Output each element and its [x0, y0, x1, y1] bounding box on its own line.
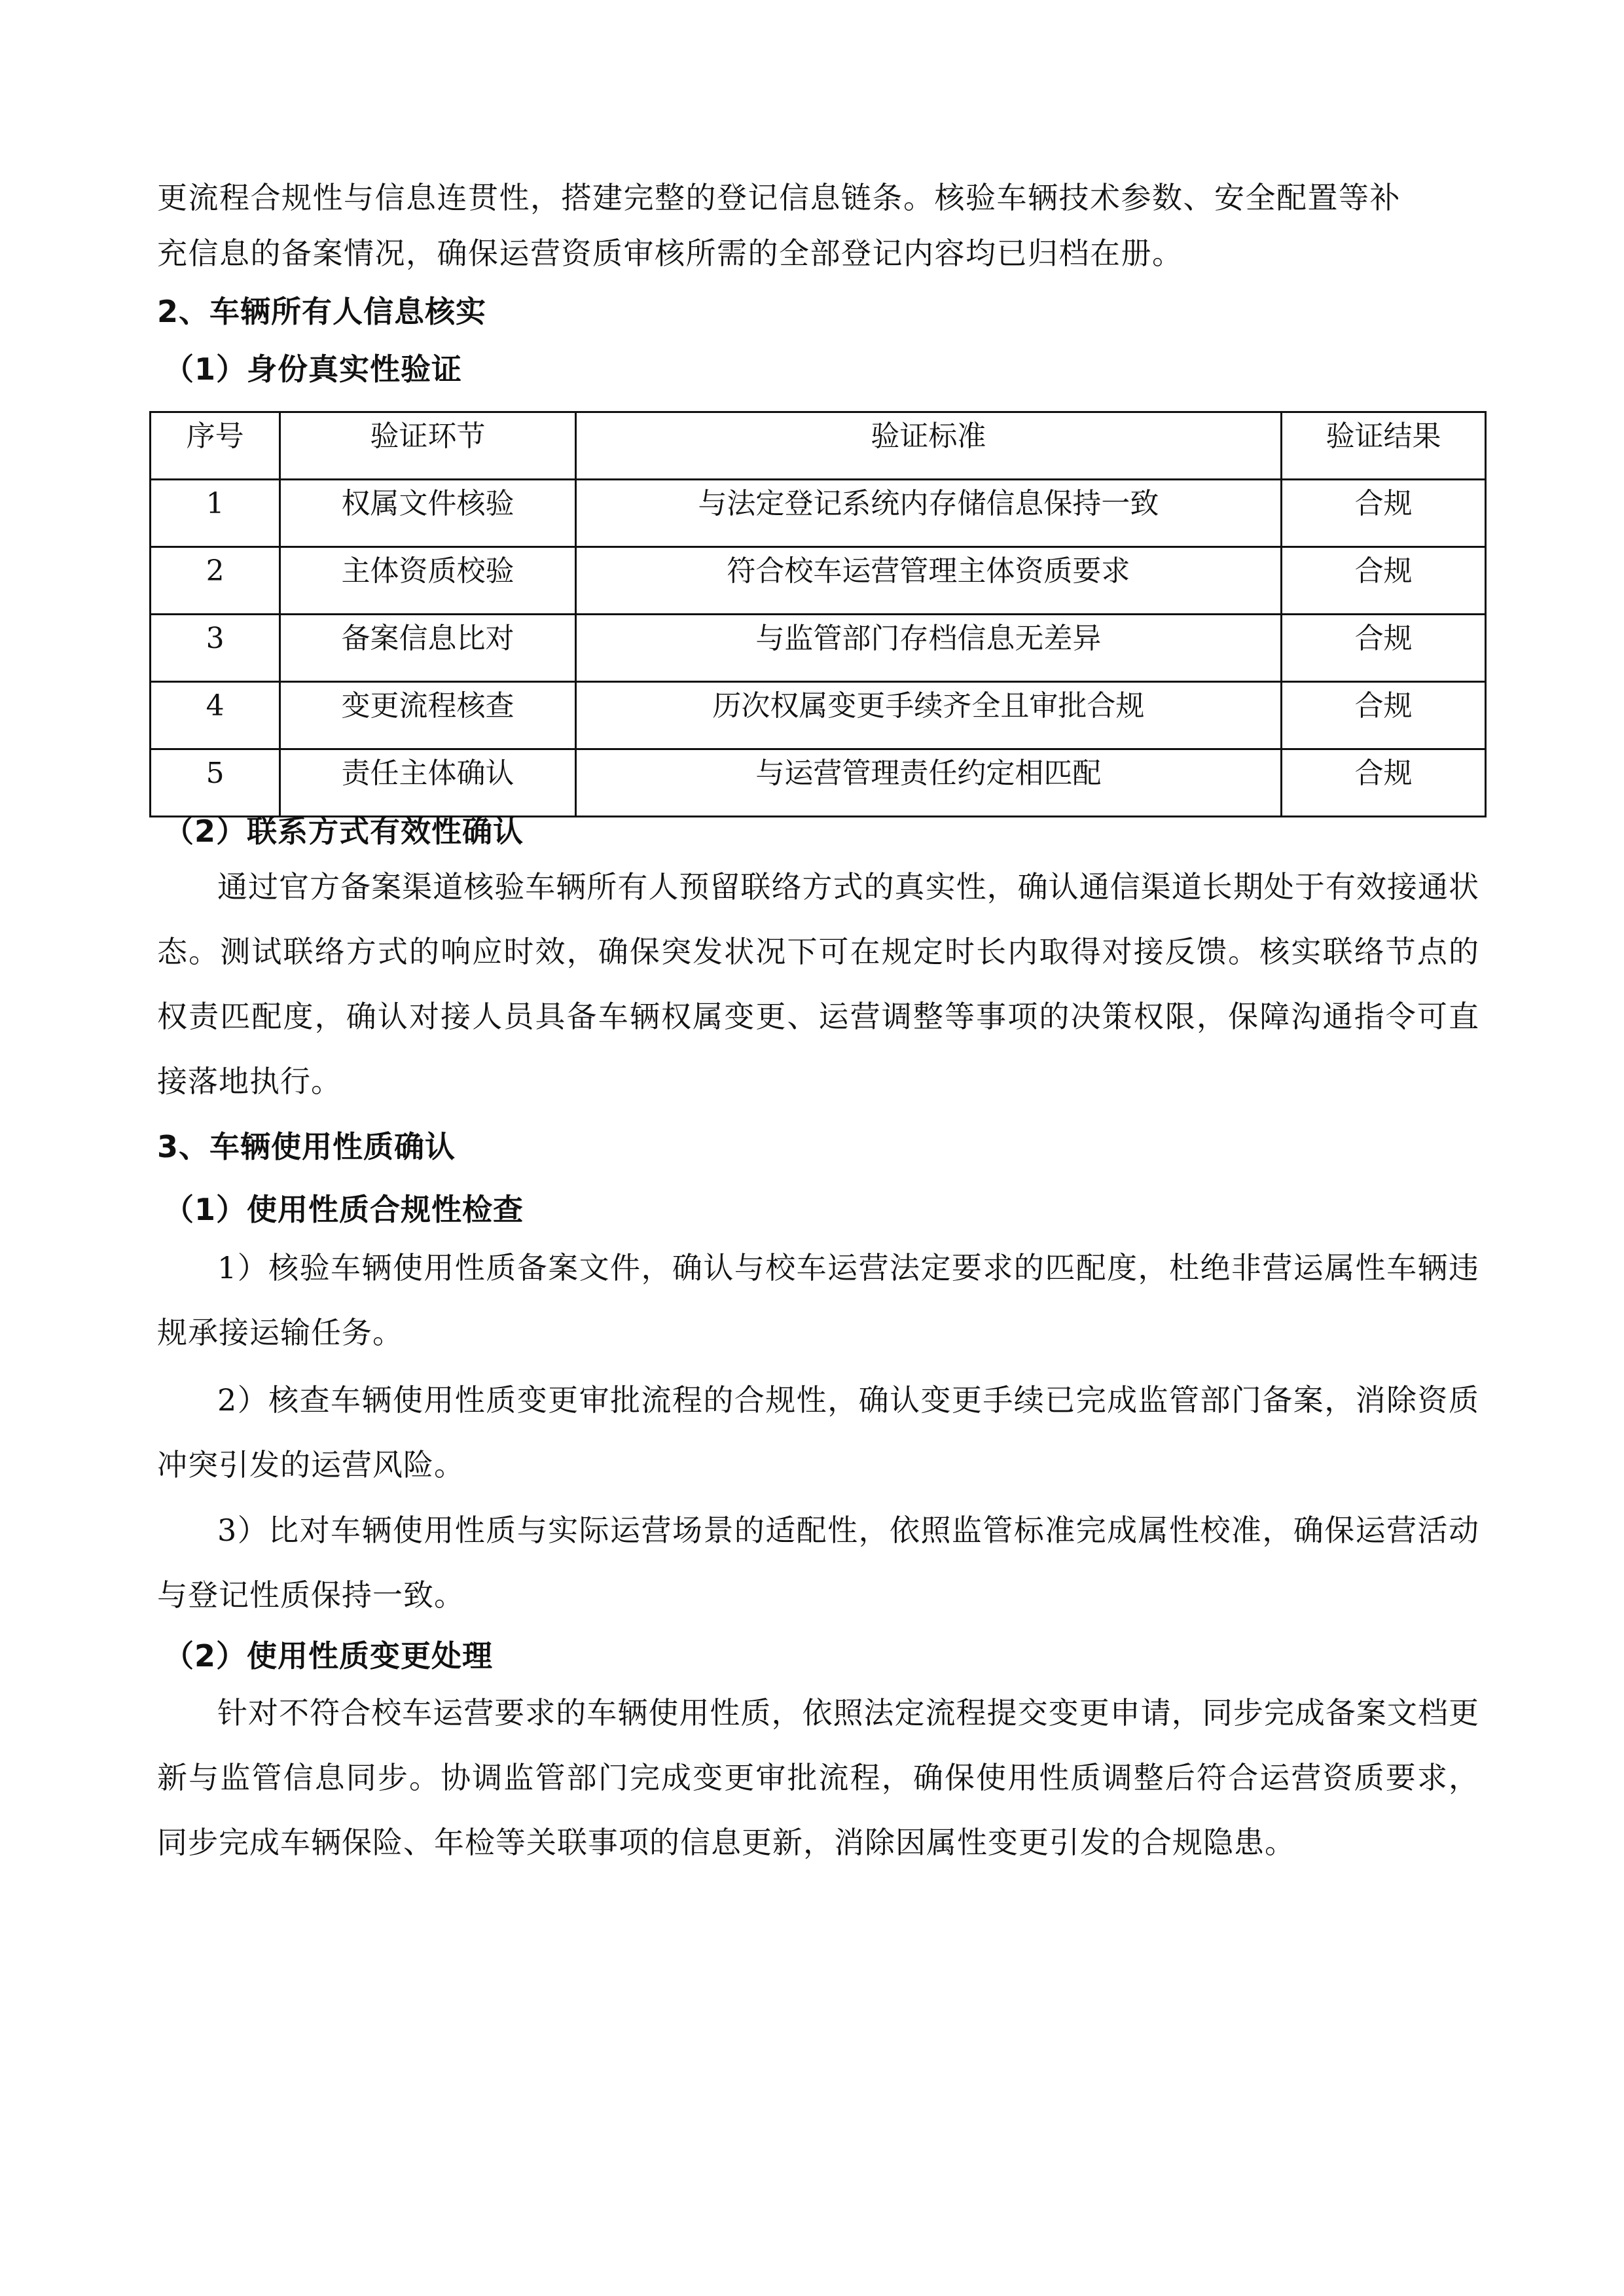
compliance-item-3: 3）比对车辆使用性质与实际运营场景的适配性，依照监管标准完成属性校准，确保运营活动与登记性质保持一致。: [157, 1513, 1479, 1613]
header-step: 验证环节: [280, 412, 575, 480]
cell-step: 权属文件核验: [280, 480, 575, 547]
compliance-item-1: 1）核验车辆使用性质备案文件，确认与校车运营法定要求的匹配度，杜绝非营运属性车辆违规承接运输任务。: [157, 1250, 1479, 1350]
cell-step: 责任主体确认: [280, 749, 575, 817]
section-3-2-heading: （2）使用性质变更处理: [164, 1638, 494, 1674]
table-row: [151, 547, 1486, 615]
section-3-heading: 3、车辆使用性质确认: [157, 1129, 456, 1164]
cell-result: 合规: [1282, 749, 1486, 817]
cell-step: 备案信息比对: [280, 615, 575, 682]
cell-standard: 与法定登记系统内存储信息保持一致: [575, 480, 1282, 547]
table-header-row: [151, 412, 1486, 480]
header-result: 验证结果: [1282, 412, 1486, 480]
section-2-1-heading: （1）身份真实性验证: [164, 351, 463, 387]
cell-result: 合规: [1282, 615, 1486, 682]
cell-index: 2: [151, 547, 280, 615]
cell-result: 合规: [1282, 480, 1486, 547]
table-row: [151, 615, 1486, 682]
cell-standard: 与运营管理责任约定相匹配: [575, 749, 1282, 817]
cell-result: 合规: [1282, 547, 1486, 615]
cell-index: 3: [151, 615, 280, 682]
identity-verification-table: [149, 411, 1487, 817]
cell-standard: 符合校车运营管理主体资质要求: [575, 547, 1282, 615]
cell-result: 合规: [1282, 682, 1486, 749]
intro-line-1: 更流程合规性与信息连贯性，搭建完整的登记信息链条。核验车辆技术参数、安全配置等补: [157, 180, 1401, 215]
header-standard: 验证标准: [575, 412, 1282, 480]
cell-step: 主体资质校验: [280, 547, 575, 615]
table-row: [151, 480, 1486, 547]
section-2-heading: 2、车辆所有人信息核实: [157, 294, 487, 329]
cell-standard: 历次权属变更手续齐全且审批合规: [575, 682, 1282, 749]
section-3-1-heading: （1）使用性质合规性检查: [164, 1192, 524, 1227]
table-row: [151, 682, 1486, 749]
cell-step: 变更流程核查: [280, 682, 575, 749]
compliance-item-2: 2）核查车辆使用性质变更审批流程的合规性，确认变更手续已完成监管部门备案，消除资质冲突引发的运营风险。: [157, 1382, 1479, 1482]
table-row: [151, 749, 1486, 817]
header-index: 序号: [151, 412, 280, 480]
section-2-2-heading: （2）联系方式有效性确认: [164, 814, 524, 849]
cell-index: 1: [151, 480, 280, 547]
cell-index: 5: [151, 749, 280, 817]
cell-index: 4: [151, 682, 280, 749]
contact-validity-paragraph: 通过官方备案渠道核验车辆所有人预留联络方式的真实性，确认通信渠道长期处于有效接通状态。测试联络方式的响应时效，确保突发状况下可在规定时长内取得对接反馈。核实联络节点的权责匹配度，确认对接人员具备车辆权属变更、运营调整等事项的决策权限，保障沟通指令可直接落地执行。: [157, 869, 1479, 1099]
intro-line-2: 充信息的备案情况，确保运营资质审核所需的全部登记内容均已归档在册。: [157, 236, 1183, 271]
cell-standard: 与监管部门存档信息无差异: [575, 615, 1282, 682]
change-handling-paragraph: 针对不符合校车运营要求的车辆使用性质，依照法定流程提交变更申请，同步完成备案文档更新与监管信息同步。协调监管部门完成变更审批流程，确保使用性质调整后符合运营资质要求，同步完成车辆保险、年检等关联事项的信息更新，消除因属性变更引发的合规隐患。: [157, 1695, 1479, 1860]
